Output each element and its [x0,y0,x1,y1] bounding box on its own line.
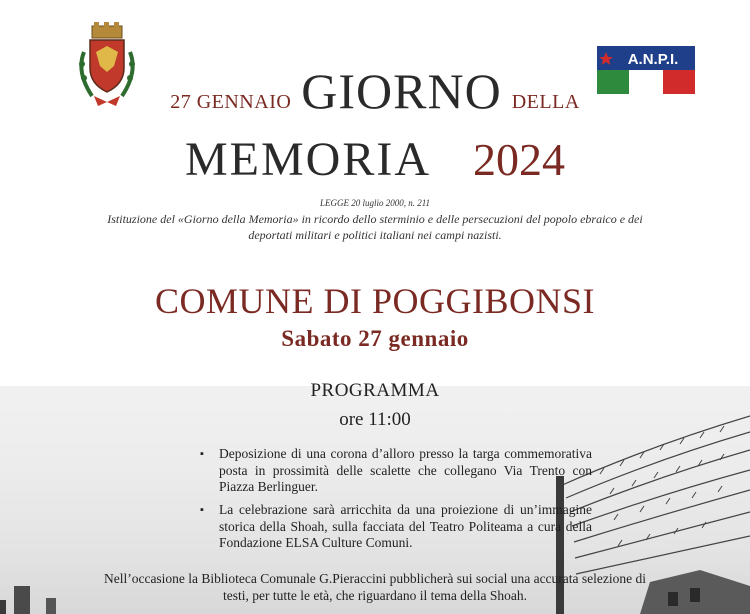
event-date: Sabato 27 gennaio [281,326,469,351]
programma-title: PROGRAMMA [310,380,440,401]
comune-title: COMUNE DI POGGIBONSI [154,281,595,321]
title-della: DELLA [511,91,580,113]
bullet-icon: ▪ [200,448,204,460]
law-reference: LEGGE 20 luglio 2000, n. 211 [319,198,431,208]
list-item [200,446,592,496]
title-line-2 [0,132,750,187]
title-line-1 [0,62,750,120]
law-description: Istituzione del «Giorno della Memoria» in ricordo dello sterminio e delle persecuzioni del popolo ebraico e dei deportati militari e politici italiani nei campi nazisti. [107,212,643,242]
title-memoria: MEMORIA [184,133,431,186]
list-item-text: La celebrazione sarà arricchita da una proiezione di un’immagine storica della Shoah, sulla facciata del Teatro Politeama a cura della Fondazione ELSA Culture Comuni. [219,502,592,550]
date-prefix: 27 GENNAIO [170,91,292,113]
list-item [200,502,592,552]
anpi-logo-text: A.N.P.I. [627,51,679,68]
library-note: Nell’occasione la Biblioteca Comunale G.Pieraccini pubblicherà sui social una accurata selezione di testi, per tutte le età, che riguardano il tema della Shoah. [103,571,647,603]
title-giorno: GIORNO [301,63,502,119]
title-year: 2024 [473,134,565,185]
bullet-icon: ▪ [200,504,204,516]
list-item-text: Deposizione di una corona d’alloro presso la targa commemorativa posta in prossimità delle scalette che collegano Via Trento con Piazza Berlinguer. [219,446,592,494]
programma-time: ore 11:00 [339,409,411,430]
